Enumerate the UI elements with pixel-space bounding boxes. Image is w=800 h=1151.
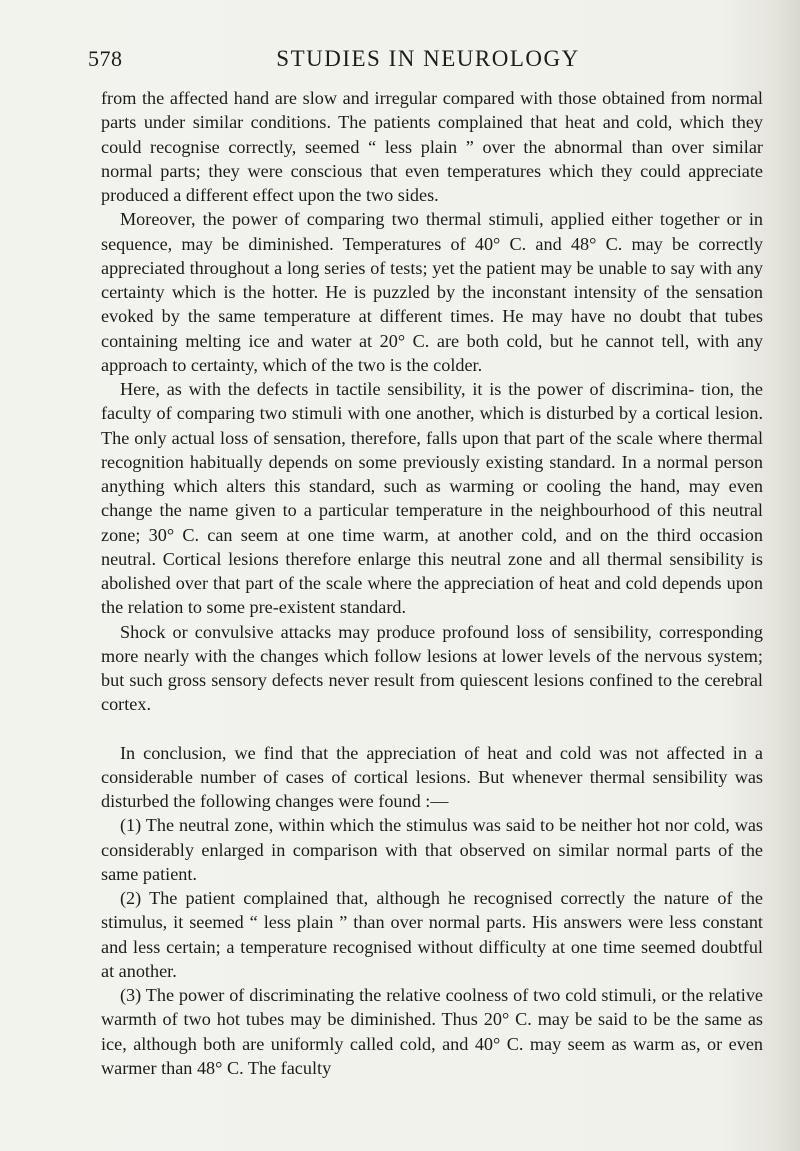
page-header: [88, 46, 768, 76]
paragraph-4: Shock or convulsive attacks may produce profound loss of sensibility, corresponding more nearly with the changes which follow lesions at lower levels of the nervous system; but such gross sensory defects never result from quiescent lesions confined to the cerebral cortex.: [101, 621, 763, 715]
paragraph-1: from the affected hand are slow and irregular compared with those obtained from normal parts under similar conditions. The patients complained that heat and cold, which they could recognise correctly, seemed “ less plain ” over the abnormal than over similar normal parts; they were conscious that even temperatures which they could appreciate produced a different effect upon the two sides.: [101, 88, 763, 205]
paragraph-3: Here, as with the defects in tactile sensibility, it is the power of discrimina- tion, the faculty of comparing two stimuli with one another, which is disturbed by a cortical lesion. The only actual loss of sensation, therefore, falls upon that part of the scale where thermal recognition habitually depends on some previously existing standard. In a normal person anything which alters this standard, such as warming or cooling the hand, may even change the name given to a particular temperature in the neighbourhood of this neutral zone; 30° C. can seem at one time warm, at another cold, and on the third occasion neutral. Cortical lesions therefore enlarge this neutral zone and all thermal sensibility is abolished over that part of the scale where the appreciation of heat and cold depends upon the relation to some pre-existent standard.: [101, 379, 763, 618]
paragraph-2: Moreover, the power of comparing two thermal stimuli, applied either together or in sequence, may be diminished. Temperatures of 40° C. and 48° C. may be correctly appreciated throughout a long series of tests; yet the patient may be unable to say with any certainty which is the hotter. He is puzzled by the inconstant intensity of the sensation evoked by the same temperature at different times. He may have no doubt that tubes containing melting ice and water at 20° C. are both cold, but he cannot tell, with any approach to certainty, which of the two is the colder.: [101, 209, 763, 375]
body-text: [101, 86, 763, 1080]
conclusion-item-3: (3) The power of discriminating the relative coolness of two cold stimuli, or the relative warmth of two hot tubes may be diminished. Thus 20° C. may be said to be the same as ice, although both are uniformly called cold, and 40° C. may seem as warm as, or even warmer than 48° C. The faculty: [101, 985, 763, 1078]
running-title: STUDIES IN NEUROLOGY: [276, 46, 580, 71]
conclusion-item-1: (1) The neutral zone, within which the stimulus was said to be neither hot nor cold, was considerably enlarged in comparison with that observed on similar normal parts of the same patient.: [101, 815, 763, 884]
conclusion-paragraph: In conclusion, we find that the appreciation of heat and cold was not affected in a considerable number of cases of cortical lesions. But whenever thermal sensibility was disturbed the following changes were found :—: [101, 742, 763, 811]
conclusion-item-2: (2) The patient complained that, although he recognised correctly the nature of the stimulus, it seemed “ less plain ” than over normal parts. His answers were less constant and less certain; a temperature recognised without difficulty at one time seemed doubtful at another.: [101, 888, 763, 981]
page-number: 578: [88, 46, 123, 71]
section-break: [101, 717, 763, 741]
